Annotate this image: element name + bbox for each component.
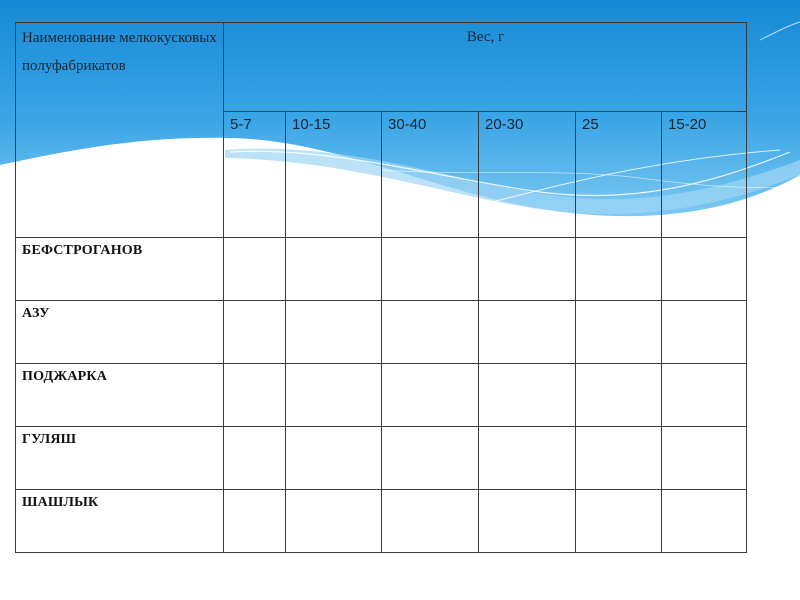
weight-range-cell xyxy=(479,112,576,238)
table-cell xyxy=(286,301,382,364)
table-cell xyxy=(662,301,747,364)
table-cell xyxy=(382,301,479,364)
table-cell xyxy=(286,238,382,301)
table-cell xyxy=(662,364,747,427)
table-row xyxy=(16,364,747,427)
table-cell xyxy=(479,238,576,301)
table-cell xyxy=(479,364,576,427)
table-cell xyxy=(286,427,382,490)
table-cell xyxy=(382,427,479,490)
header-weight-label: Вес, г xyxy=(466,29,505,45)
semi-finished-products-table xyxy=(15,22,747,553)
table-cell xyxy=(224,427,286,490)
table-row xyxy=(16,238,747,301)
weight-range-cell xyxy=(662,112,747,238)
table-cell xyxy=(479,490,576,553)
product-name: ГУЛЯШ xyxy=(22,432,77,447)
product-name: БЕФСТРОГАНОВ xyxy=(22,243,143,258)
weight-range-label: 10-15 xyxy=(292,116,331,133)
table-cell xyxy=(224,364,286,427)
weight-range-label: 25 xyxy=(582,116,599,133)
header-name-cell xyxy=(16,23,224,238)
table-row xyxy=(16,490,747,553)
table-cell xyxy=(479,427,576,490)
product-name: ПОДЖАРКА xyxy=(22,369,108,384)
table-cell xyxy=(382,364,479,427)
table-row xyxy=(16,301,747,364)
weight-range-label: 30-40 xyxy=(388,116,427,133)
product-name: АЗУ xyxy=(22,306,50,321)
weight-range-cell xyxy=(382,112,479,238)
header-weight-cell xyxy=(224,23,747,112)
table-cell xyxy=(224,301,286,364)
table-cell xyxy=(576,427,662,490)
table-cell xyxy=(224,490,286,553)
table-cell xyxy=(576,364,662,427)
table-cell xyxy=(662,238,747,301)
weight-range-label: 20-30 xyxy=(485,116,524,133)
product-name-cell xyxy=(16,364,224,427)
table-cell xyxy=(576,238,662,301)
table-cell xyxy=(382,490,479,553)
table-cell xyxy=(576,490,662,553)
weight-range-label: 15-20 xyxy=(668,116,707,133)
weight-range-cell xyxy=(286,112,382,238)
product-name-cell xyxy=(16,301,224,364)
table-cell xyxy=(662,490,747,553)
table-cell xyxy=(224,238,286,301)
table-cell xyxy=(286,490,382,553)
product-name-cell xyxy=(16,490,224,553)
header-name-label: Наименование мелкокусковых полуфабрикатов xyxy=(22,30,217,74)
product-name-cell xyxy=(16,238,224,301)
weight-range-cell xyxy=(224,112,286,238)
weight-range-label: 5-7 xyxy=(230,116,252,133)
table-row xyxy=(16,427,747,490)
table-cell xyxy=(479,301,576,364)
product-name-cell xyxy=(16,427,224,490)
table-cell xyxy=(382,238,479,301)
weight-range-cell xyxy=(576,112,662,238)
header-row-1 xyxy=(16,23,747,112)
table-cell xyxy=(576,301,662,364)
table-cell xyxy=(662,427,747,490)
table-cell xyxy=(286,364,382,427)
product-name: ШАШЛЫК xyxy=(22,495,99,510)
